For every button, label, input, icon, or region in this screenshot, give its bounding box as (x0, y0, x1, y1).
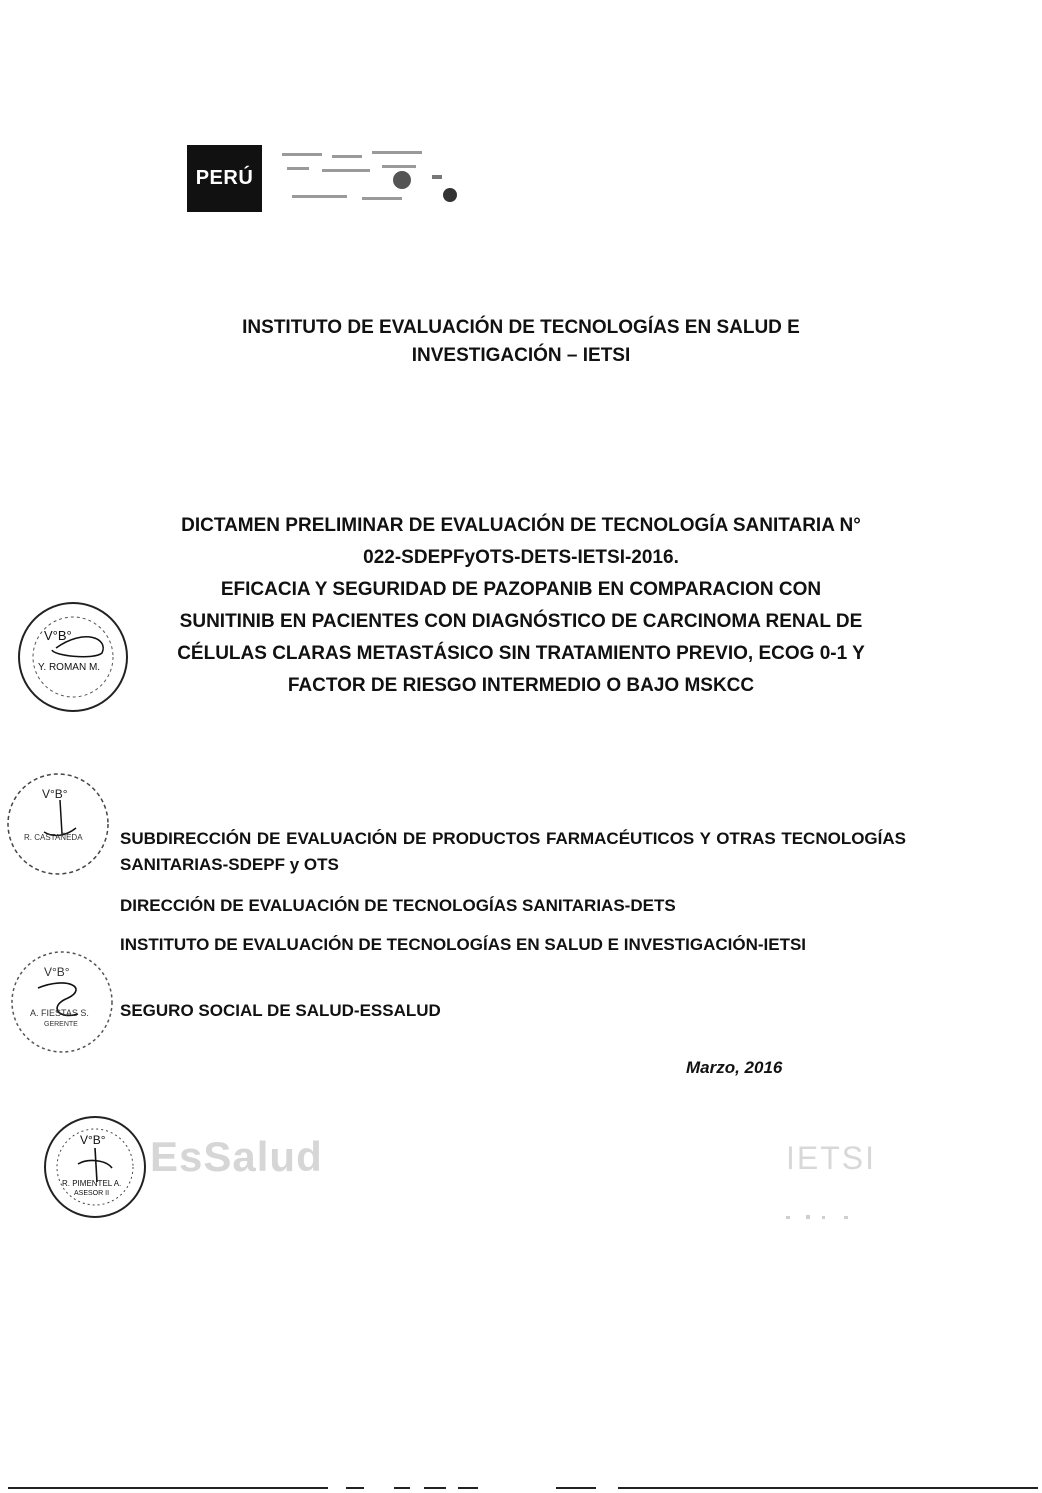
ministry-logo-image (262, 145, 477, 212)
dictamen-line: FACTOR DE RIESGO INTERMEDIO O BAJO MSKCC (287, 675, 755, 696)
seguro-text: SEGURO SOCIAL DE SALUD-ESSALUD (120, 1001, 441, 1020)
institute-title-line1: INSTITUTO DE EVALUACIÓN DE TECNOLOGÍAS EN SALUD E (242, 317, 800, 338)
document-date: Marzo, 2016 (686, 1058, 783, 1077)
dictamen-line: 022-SDEPFyOTS-DETS-IETSI-2016. (363, 547, 679, 568)
approval-stamp (8, 948, 116, 1056)
stamp-name: Y. ROMAN M. (38, 662, 101, 673)
dictamen-line: CÉLULAS CLARAS METASTÁSICO SIN TRATAMIENTO PREVIO, ECOG 0-1 Y (177, 643, 865, 664)
stamp-name: A. FIESTAS S. (30, 1008, 89, 1018)
stamp-role: ASESOR II (74, 1190, 110, 1197)
ministry-logo-noise (262, 145, 477, 212)
approval-stamp (14, 598, 132, 716)
ietsi-logo: IETSI (786, 1140, 877, 1176)
footer-rule (346, 1487, 364, 1489)
footer-rule (556, 1487, 596, 1489)
stamp-vb: V°B° (44, 965, 70, 979)
approval-stamp (40, 1112, 150, 1222)
stamp-name: R. CASTAÑEDA (24, 833, 83, 842)
peru-logo (187, 145, 262, 212)
dictamen-line: EFICACIA Y SEGURIDAD DE PAZOPANIB EN COMPARACION CON (220, 579, 822, 600)
stamp-role: GERENTE (44, 1021, 78, 1028)
ietsi-logo-subtitle (786, 1210, 856, 1224)
instituto-text: INSTITUTO DE EVALUACIÓN DE TECNOLOGÍAS EN SALUD E INVESTIGACIÓN-IETSI (120, 935, 807, 954)
footer-rule (458, 1487, 478, 1489)
direccion-text: DIRECCIÓN DE EVALUACIÓN DE TECNOLOGÍAS SANITARIAS-DETS (120, 896, 676, 915)
stamp-name: R. PIMENTEL A. (62, 1179, 122, 1188)
approval-stamp (4, 770, 112, 878)
peru-label: PERÚ (195, 167, 254, 189)
stamp-vb: V°B° (80, 1133, 106, 1147)
dictamen-title (0, 510, 1042, 702)
stamp-vb: V°B° (42, 787, 68, 801)
dictamen-line: DICTAMEN PRELIMINAR DE EVALUACIÓN DE TECNOLOGÍA SANITARIA N° (181, 515, 861, 536)
institute-title (0, 314, 1042, 370)
footer-rule (394, 1487, 410, 1489)
institute-title-line2: INVESTIGACIÓN – IETSI (411, 345, 631, 366)
essalud-logo: EsSalud (150, 1133, 323, 1180)
dictamen-line: SUNITINIB EN PACIENTES CON DIAGNÓSTICO DE CARCINOMA RENAL DE (179, 611, 863, 632)
footer-rule (8, 1487, 328, 1489)
footer-rule (618, 1487, 1038, 1489)
stamp-vb: V°B° (44, 628, 72, 643)
subdireccion-text: SUBDIRECCIÓN DE EVALUACIÓN DE PRODUCTOS FARMACÉUTICOS Y OTRAS TECNOLOGÍAS SANITARIAS-SDEPF y OTS (120, 829, 906, 874)
footer-rule (424, 1487, 446, 1489)
